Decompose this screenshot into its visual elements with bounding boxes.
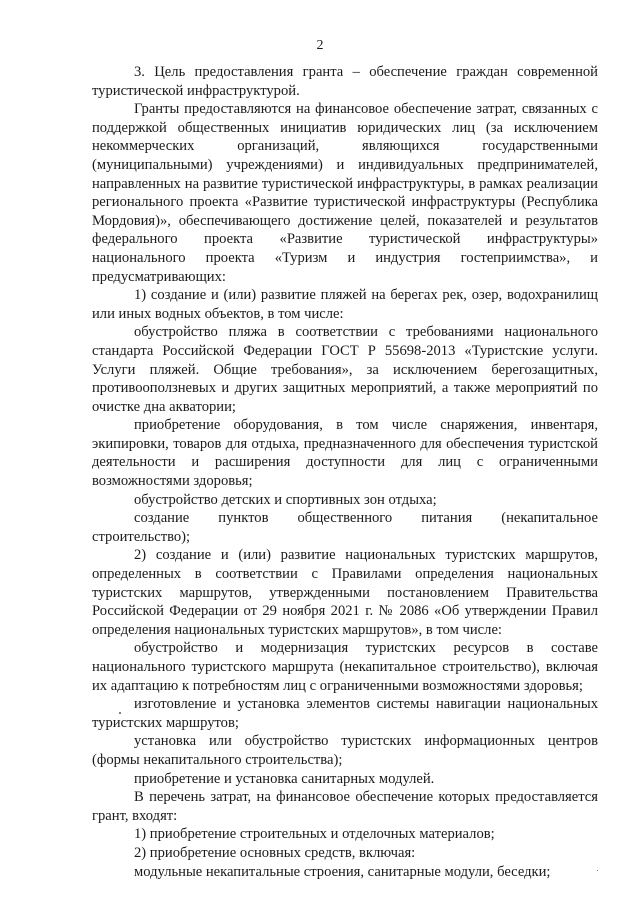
paragraph-grant-purpose: 3. Цель предоставления гранта – обеспечение граждан современной туристической инфраструктурой. (92, 64, 598, 99)
paragraph-catering-points: создание пунктов общественного питания (некапитальное строительство); (92, 510, 598, 545)
paragraph-modular-structures: модульные некапитальные строения, санитарные модули, беседки; (134, 863, 551, 880)
paragraph-info-centers: установка или обустройство туристских информационных центров (формы некапитального строительства); (92, 733, 598, 768)
scan-speck (597, 870, 598, 871)
paragraph-recreation-zones: обустройство детских и спортивных зон отдыха; (134, 491, 437, 508)
paragraph-sanitary-modules: приобретение и установка санитарных модулей. (134, 770, 435, 787)
document-body (92, 63, 598, 881)
paragraph-navigation-system: изготовление и установка элементов системы навигации национальных туристских маршрутов; (92, 696, 598, 731)
scan-speck (119, 712, 121, 714)
paragraph-beaches-item: 1) создание и (или) развитие пляжей на берегах рек, озер, водохранилищ или иных водных объектов, в том числе: (92, 287, 598, 322)
paragraph-routes-item: 2) создание и (или) развитие национальных туристских маршрутов, определенных в соответствии с Правилами определения национальных туристских маршрутов, утвержденными постановлением Правительства Российской Федерации от 29 ноября 2021 г. № 2086 «Об утверждении Правил определения национальных туристских маршрутов», в том числе: (92, 547, 598, 638)
paragraph-fixed-assets: 2) приобретение основных средств, включая: (134, 844, 416, 861)
paragraph-grant-financing: Гранты предоставляются на финансовое обеспечение затрат, связанных с поддержкой общественных инициатив юридических лиц (за исключением некоммерческих организаций, являющихся государственными (муниципальными) учреждениями) и индивидуальных предпринимателей, направленных на развитие туристической инфраструктуры, в рамках реализации регионального проекта «Развитие туристической инфраструктуры (Республика Мордовия)», обеспечивающего достижение целей, показателей и результатов федерального проекта «Развитие туристической инфраструктуры» национального проекта «Туризм и индустрия гостеприимства», и предусматривающих: (92, 101, 598, 285)
paragraph-building-materials: 1) приобретение строительных и отделочных материалов; (134, 826, 495, 843)
paragraph-equipment-purchase: приобретение оборудования, в том числе снаряжения, инвентаря, экипировки, товаров для отдыха, предназначенного для обеспечения туристской деятельности и расширения доступности для лиц с ограниченными возможностями здоровья; (92, 417, 598, 490)
paragraph-costs-list: В перечень затрат, на финансовое обеспечение которых предоставляется грант, входят: (92, 789, 598, 824)
paragraph-beach-arrangement: обустройство пляжа в соответствии с требованиями национального стандарта Российской Федерации ГОСТ Р 55698-2013 «Туристские услуги. Услуги пляжей. Общие требования», за исключением берегозащитных, противооползневых и других защитных мероприятий, а также мероприятий по очистке дна акватории; (92, 324, 598, 415)
page-number: 2 (316, 38, 324, 53)
paragraph-route-resources: обустройство и модернизация туристских ресурсов в составе национального туристского маршрута (некапитальное строительство), включая их адаптацию к потребностям лиц с ограниченными возможностями здоровья; (92, 640, 598, 694)
